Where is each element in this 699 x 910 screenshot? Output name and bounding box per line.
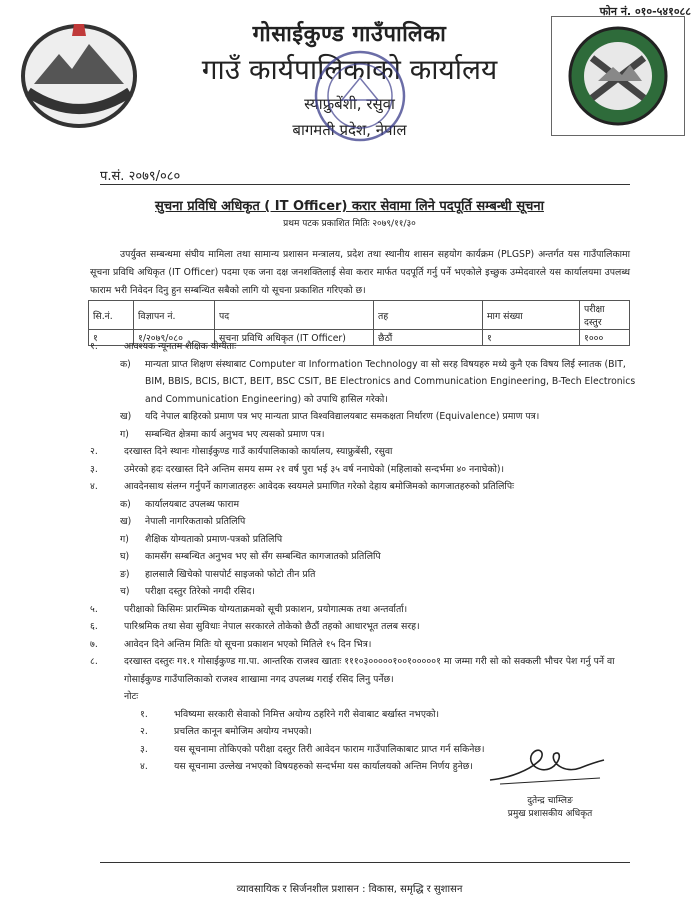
- item-number: २.: [90, 446, 98, 457]
- reference-number: प.सं. २०७९/०८०: [100, 169, 181, 184]
- item-number: ४.: [90, 481, 98, 492]
- item-text: परीक्षाको किसिमः प्रारम्भिक योग्यताक्रमको सूची प्रकाशन, प्रयोगात्मक तथा अन्तर्वार्ता।: [124, 603, 408, 615]
- item-text: आवेदन दिने अन्तिम मितिः यो सूचना प्रकाशन भएको मितिले १५ दिन भित्र।: [124, 638, 372, 650]
- table-header: विज्ञापन नं.: [134, 301, 215, 330]
- item-key: ग): [120, 533, 129, 545]
- table-header: परीक्षा दस्तुर: [580, 301, 630, 330]
- item-text: सम्बन्धित क्षेत्रमा कार्य अनुभव भए त्यसको प्रमाण पत्र।: [145, 428, 325, 440]
- item-text: उमेरको हदः दरखास्त दिने अन्तिम समय सम्म २१ वर्ष पुरा भई ३५ वर्ष ननाघेको (महिलाको सन्दर्भमा ४० ननाघेको)।: [124, 463, 505, 475]
- item-text: हालसालै खिचेको पासपोर्ट साइजको फोटो तीन प्रति: [145, 568, 316, 580]
- item-text: आवदेनसाथ संलग्न गर्नुपर्ने कागजातहरुः आवेदक स्वयमले प्रमाणित गरेको देहाय बमोजिमको कागजातहरुको प्रतिलिपिः: [124, 481, 514, 492]
- list-item: [90, 653, 645, 688]
- notice-intro: उपर्युक्त सम्बन्धमा संघीय मामिला तथा सामान्य प्रशासन मन्त्रालय, प्रदेश तथा स्थानीय शासन सहयोग कार्यक्रम (PLGSP) अन्तर्गत यस गाउँपालिकामा सूचना प्रविधि अधिकृत (IT Officer) पदमा एक जना दक्ष जनशक्तिलाई सेवा करार मार्फत पदपूर्ति गर्नु पर्ने भएकोले इच्छुक उम्मेदवारले यस कार्यालयमा उपलब्ध फाराम भरी निवेदन दिनु हुन सम्बन्धित सबैको लागि यो सूचना प्रकाशित गरिएको छ।: [90, 249, 630, 296]
- table-header: सि.नं.: [89, 301, 134, 330]
- list-item: [90, 478, 645, 496]
- item-text: मान्यता प्राप्त शिक्षण संस्थाबाट Computer वा Information Technology वा सो सरह विषयहरु मध्ये कुनै एक विषय लिई स्नातक (BIT, BIM, BBIS, BCIS, BICT, BEIT, BSC CSIT, BE Electronics and Communication Engineering, B-Tech Electronics and Communication Engineering) को उपाधि हासिल गरेको।: [145, 358, 636, 405]
- header-divider: [100, 184, 630, 185]
- list-item: [90, 531, 645, 549]
- list-item: [90, 356, 645, 409]
- list-item: [90, 461, 645, 479]
- item-number: ५.: [90, 603, 98, 615]
- handwritten-signature: [480, 740, 610, 790]
- table-cell: छैठौं: [374, 330, 483, 346]
- item-text: यस सूचनामा उल्लेख नभएको विषयहरुको सन्दर्भमा यस कार्यालयको अन्तिम निर्णय हुनेछ।: [174, 761, 473, 772]
- item-text: नेपाली नागरिकताको प्रतिलिपि: [145, 516, 246, 527]
- item-key: ख): [120, 411, 132, 422]
- item-text: पारिश्रमिक तथा सेवा सुविधाः नेपाल सरकारले तोकेको छैठौं तहको आधारभूत तलब सरह।: [124, 621, 420, 632]
- item-text: दरखास्त दिने स्थानः गोसाईकुण्ड गाउँ कार्यपालिकाको कार्यालय, स्याफ्रुबेंसी, रसुवा: [124, 446, 393, 457]
- item-text: दरखास्त दस्तुरः ग१.१ गोसाईकुण्ड गा.पा. आन्तरिक राजश्व खाताः १११०३०००००१००१०००००१ मा जम्मा गरी सो को सक्कली भौचर पेश गर्नु पर्ने वा गोसाईकुण्ड गाउँपालिकाको राजश्व शाखामा नगद उपलब्ध गराई रसिद लिनु पर्नेछ।: [124, 656, 615, 685]
- item-key: २.: [140, 726, 148, 737]
- province-name: बागमती प्रदेश, नेपाल: [292, 121, 407, 139]
- list-item: [90, 618, 645, 636]
- table-cell: १: [483, 330, 580, 346]
- footer-divider: [100, 862, 630, 863]
- signatory-block: [450, 795, 650, 821]
- list-item: [90, 723, 645, 741]
- item-text: कार्यालयबाट उपलब्ध फाराम: [145, 498, 240, 510]
- item-key: ३.: [140, 743, 148, 755]
- requirements-list: [90, 338, 645, 776]
- item-text: यस सूचनामा तोकिएको परीक्षा दस्तुर तिरी आवेदन फाराम गाउँपालिकाबाट प्राप्त गर्न सकिनेछ।: [174, 743, 485, 755]
- list-item: [90, 408, 645, 426]
- table-cell: १: [89, 330, 134, 346]
- note-label: नोटः: [124, 691, 139, 702]
- item-key: च): [120, 586, 130, 597]
- table-header: तह: [374, 301, 483, 330]
- office-name: गाउँ कार्यपालिकाको कार्यालय: [201, 53, 498, 86]
- list-item: [90, 706, 645, 724]
- item-key: ४.: [140, 761, 148, 772]
- footer-slogan: व्यावसायिक र सिर्जनशील प्रशासन : विकास, समृद्धि र सुशासन: [236, 884, 463, 895]
- office-location: स्याफ्रुबेंशी, रसुवा: [304, 95, 395, 113]
- list-item: [90, 583, 645, 601]
- item-key: ख): [120, 516, 132, 527]
- list-item: [90, 426, 645, 444]
- table-cell: १०००: [580, 330, 630, 346]
- table-header-row: [89, 301, 630, 330]
- item-text: यदि नेपाल बाहिरको प्रमाण पत्र भए मान्यता प्राप्त विश्वविद्यालयबाट समकक्षता निर्धारण (Equivalence) प्रमाण पत्र।: [145, 411, 540, 422]
- item-number: ६.: [90, 621, 98, 632]
- item-text: कामसँग सम्बन्धित अनुभव भए सो सँग सम्बन्धित कागजातको प्रतिलिपि: [145, 551, 381, 562]
- item-number: १.: [90, 341, 98, 352]
- table-header: माग संख्या: [483, 301, 580, 330]
- item-text: शैक्षिक योग्यताको प्रमाण-पत्रको प्रतिलिपि: [145, 533, 283, 545]
- list-item: [90, 338, 645, 356]
- list-item: [90, 601, 645, 619]
- item-text: परीक्षा दस्तुर तिरेको नगदी रसिद।: [145, 586, 255, 597]
- item-text: आवश्यक न्यूनतम शैक्षिक योग्यताः: [124, 341, 237, 352]
- item-key: क): [120, 498, 131, 510]
- signatory-designation: प्रमुख प्रशासकीय अधिकृत: [507, 809, 593, 819]
- notice-title: सुचना प्रविधि अधिकृत ( IT Officer) करार सेवामा लिने पदपूर्ति सम्बन्धी सूचना: [155, 199, 544, 214]
- list-item: [90, 548, 645, 566]
- table-cell: सूचना प्रविधि अधिकृत (IT Officer): [215, 330, 374, 346]
- item-key: घ): [120, 551, 130, 562]
- municipality-name: गोसाईकुण्ड गाउँपालिका: [252, 22, 447, 47]
- item-key: ग): [120, 428, 129, 440]
- item-text: प्रचलित कानून बमोजिम अयोग्य नभएको।: [174, 726, 312, 737]
- list-item: [90, 496, 645, 514]
- item-number: ७.: [90, 638, 98, 650]
- list-item: [90, 513, 645, 531]
- item-key: १.: [140, 708, 148, 720]
- list-item: [90, 443, 645, 461]
- item-key: क): [120, 358, 131, 370]
- office-stamp: [312, 48, 408, 144]
- list-item: [90, 636, 645, 654]
- item-text: भविष्यमा सरकारी सेवाको निमित्त अयोग्य ठहरिने गरी सेवाबाट बर्खास्त नभएको।: [174, 708, 440, 720]
- item-number: ३.: [90, 463, 98, 475]
- phone-number: फोन नं. ०१०-५४१०८८: [599, 5, 691, 18]
- notice-subtitle: प्रथम पटक प्रकाशित मितिः २०७९/११/३०: [283, 219, 416, 229]
- table-cell: १/२०७९/०८०: [134, 330, 215, 346]
- list-item: [90, 566, 645, 584]
- item-number: ८.: [90, 656, 98, 667]
- table-header: पद: [215, 301, 374, 330]
- item-key: ङ): [120, 568, 130, 580]
- signatory-name: दुतेन्द्र चाम्लिङ: [527, 796, 573, 806]
